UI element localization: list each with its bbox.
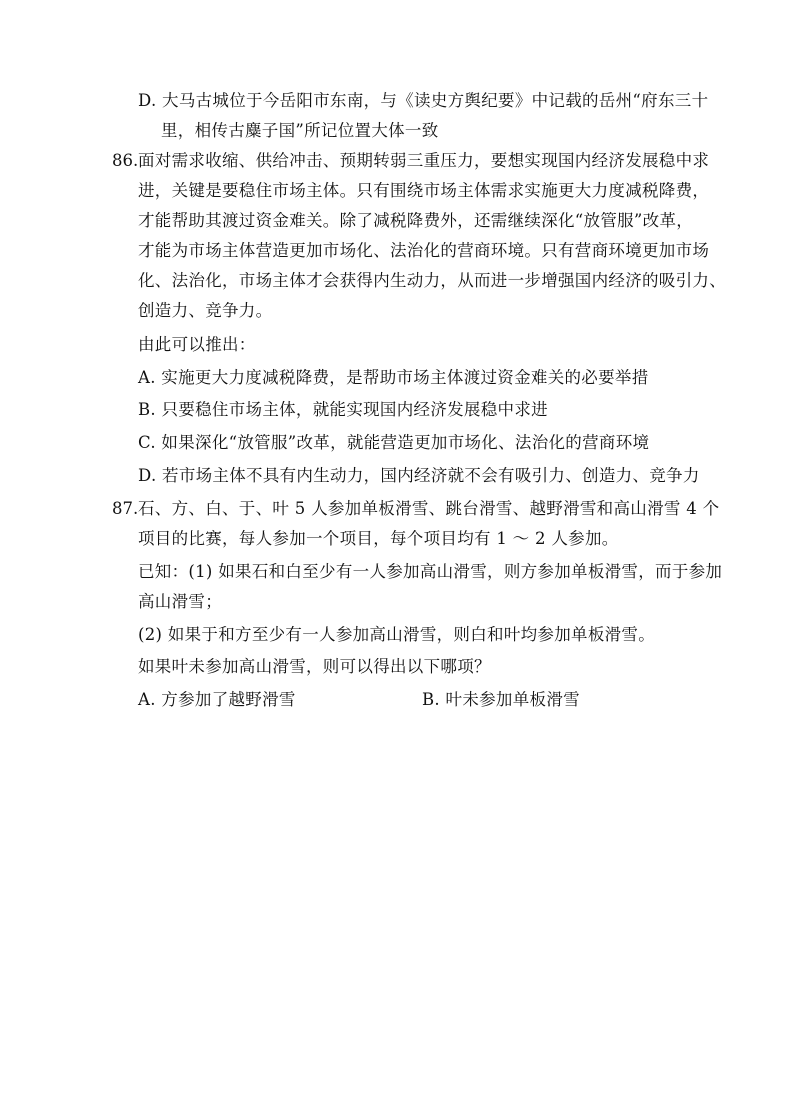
q87-option-b: B. 叶未参加单板滑雪 (422, 690, 580, 709)
q86-option-b: B. 只要稳住市场主体，就能实现国内经济发展稳中求进 (138, 400, 548, 419)
q87-condition1-line2: 高山滑雪； (138, 592, 222, 611)
q87-stem-line2: 项目的比赛，每人参加一个项目，每个项目均有 1 ～ 2 人参加。 (138, 529, 619, 548)
q87-condition2: (2) 如果于和方至少有一人参加高山滑雪，则白和叶均参加单板滑雪。 (138, 625, 656, 644)
q87-condition1-line1: 已知：(1) 如果石和白至少有一人参加高山滑雪，则方参加单板滑雪，而于参加 (138, 562, 723, 581)
q86-prompt: 由此可以推出： (138, 335, 256, 354)
q86-stem-line5: 化、法治化，市场主体才会获得内生动力，从而进一步增强国内经济的吸引力、 (138, 271, 726, 290)
q86-option-d: D. 若市场主体不具有内生动力，国内经济就不会有吸引力、创造力、竞争力 (138, 466, 700, 485)
q87-question: 如果叶未参加高山滑雪，则可以得出以下哪项？ (138, 657, 491, 676)
q87-number: 87. (112, 499, 139, 518)
q86-stem-line6: 创造力、竞争力。 (138, 301, 273, 320)
q87-stem-line1: 石、方、白、于、叶 5 人参加单板滑雪、跳台滑雪、越野滑雪和高山滑雪 4 个 (138, 499, 720, 518)
q86-stem-line2: 进，关键是要稳住市场主体。只有围绕市场主体需求实施更大力度减税降费， (138, 181, 710, 200)
q86-stem-line4: 才能为市场主体营造更加市场化、法治化的营商环境。只有营商环境更加市场 (138, 241, 710, 260)
prev-option-d-line1: D. 大马古城位于今岳阳市东南，与《读史方舆纪要》中记载的岳州“府东三十 (138, 91, 709, 110)
q87-option-a: A. 方参加了越野滑雪 (138, 690, 296, 709)
q86-option-c: C. 如果深化“放管服”改革，就能营造更加市场化、法治化的营商环境 (138, 433, 650, 452)
q86-stem-line1: 面对需求收缩、供给冲击、预期转弱三重压力，要想实现国内经济发展稳中求 (138, 151, 710, 170)
q86-number: 86. (112, 151, 139, 170)
prev-option-d-line2: 里，相传古麋子国”所记位置大体一致 (161, 121, 439, 140)
q86-option-a: A. 实施更大力度减税降费，是帮助市场主体渡过资金难关的必要举措 (138, 368, 649, 387)
q86-stem-line3: 才能帮助其渡过资金难关。除了减税降费外，还需继续深化“放管服”改革， (138, 211, 694, 230)
